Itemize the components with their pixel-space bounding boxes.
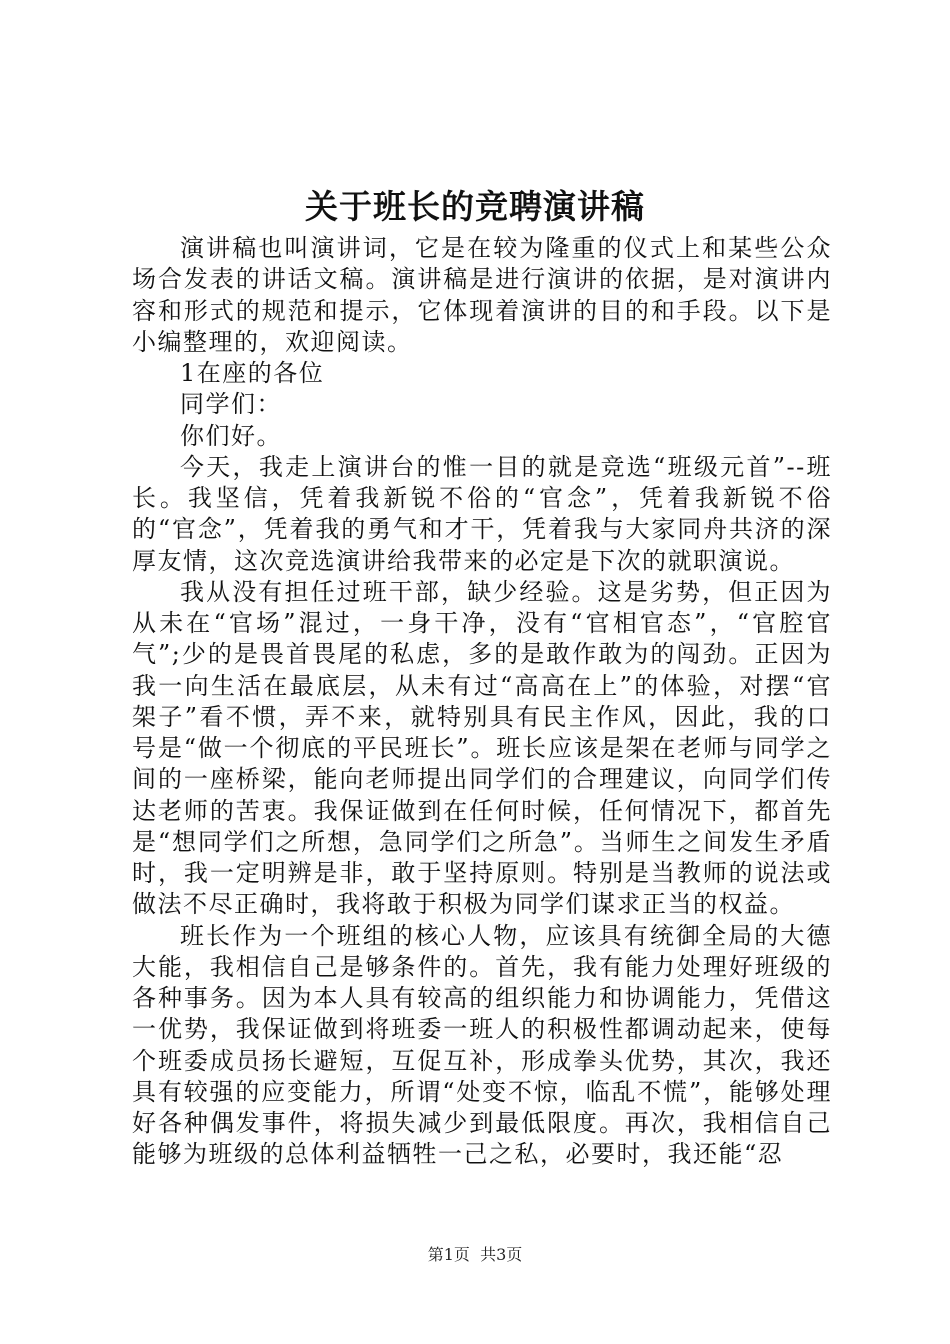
greeting-line: 你们好。 [180,421,282,450]
page-number: 第1页 [427,1245,470,1264]
body-paragraph: 今天，我走上演讲台的惟一目的就是竞选“班级元首”--班长。我坚信，凭着我新锐不俗的“官念”，凭着我新锐不俗的“官念”，凭着我的勇气和才干，凭着我与大家同舟共济的深厚友情，这次竞选演讲给我带来的必定是下次的就职演说。 [132,452,832,575]
document-body [132,233,832,1171]
intro-paragraph: 演讲稿也叫演讲词，它是在较为隆重的仪式上和某些公众场合发表的讲话文稿。演讲稿是进行演讲的依据，是对演讲内容和形式的规范和提示，它体现着演讲的目的和手段。以下是小编整理的，欢迎阅读。 [132,234,832,356]
body-paragraph: 我从没有担任过班干部，缺少经验。这是劣势，但正因为从未在“官场”混过，一身干净，没有“官相官态”，“官腔官气”;少的是畏首畏尾的私虑，多的是敢作敢为的闯劲。正因为我一向生活在最底层，从未有过“高高在上”的体验，对摆“官架子”看不惯，弄不来，就特别具有民主作风，因此，我的口号是“做一个彻底的平民班长”。班长应该是架在老师与同学之间的一座桥梁，能向老师提出同学们的合理建议，向同学们传达老师的苦衷。我保证做到在任何时候，任何情况下，都首先是“想同学们之所想，急同学们之所急”。当师生之间发生矛盾时，我一定明辨是非，敢于坚持原则。特别是当教师的说法或做法不尽正确时，我将敢于积极为同学们谋求正当的权益。 [132,577,832,919]
salutation-line: 同学们： [180,390,282,419]
body-paragraph: 班长作为一个班组的核心人物，应该具有统御全局的大德大能，我相信自己是够条件的。首先，我有能力处理好班级的各种事务。因为本人具有较高的组织能力和协调能力，凭借这一优势，我保证做到将班委一班人的积极性都调动起来，使每个班委成员扬长避短，互促互补，形成拳头优势，其次，我还具有较强的应变能力，所谓“处变不惊，临乱不慌”，能够处理好各种偶发事件，将损失减少到最低限度。再次，我相信自己能够为班级的总体利益牺牲一己之私，必要时，我还能“忍 [132,921,832,1169]
page-footer [0,1244,950,1266]
salutation-line: 1在座的各位 [180,359,325,387]
document-title: 关于班长的竞聘演讲稿 [305,187,645,226]
page-total: 共3页 [480,1245,523,1264]
